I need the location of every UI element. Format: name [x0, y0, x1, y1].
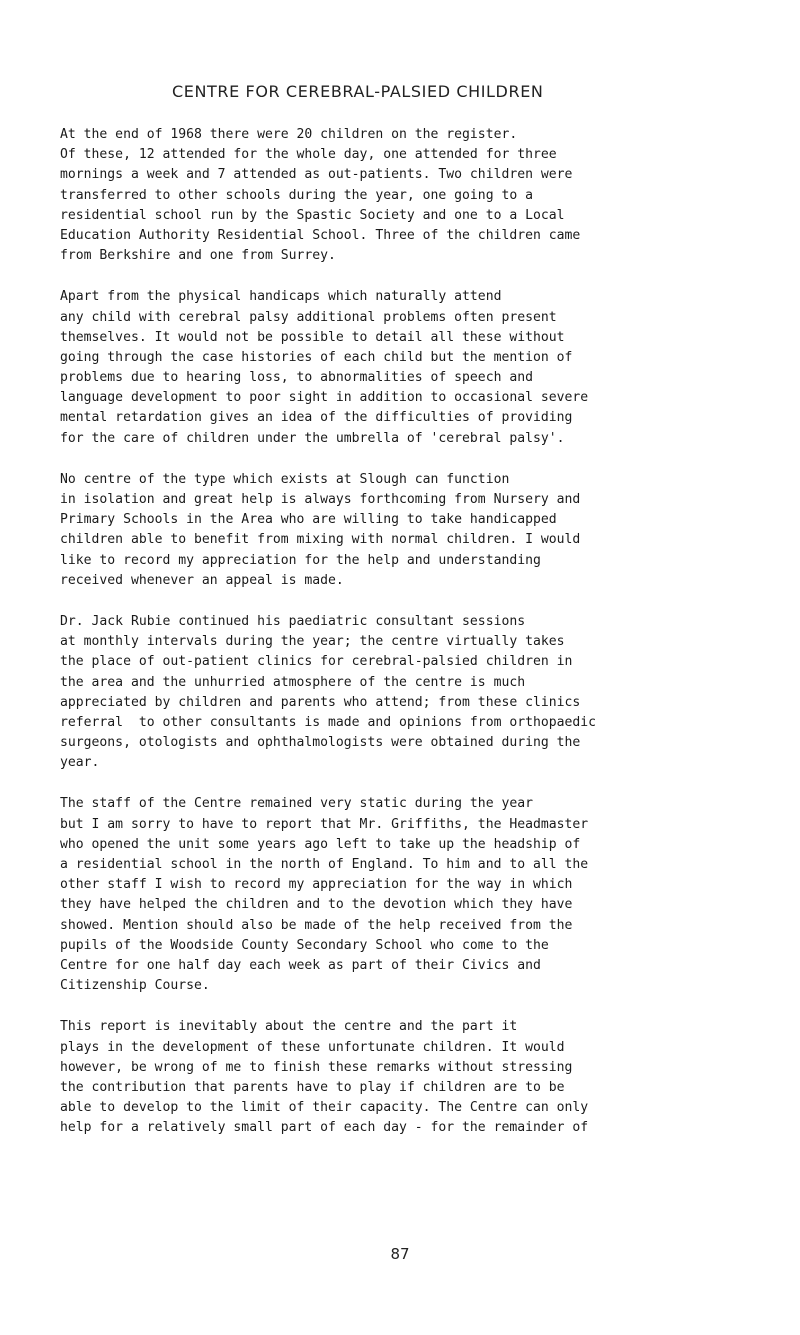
text-line: problems due to hearing loss, to abnormalities of speech and [60, 370, 533, 386]
text-line: Of these, 12 attended for the whole day, one attended for three [60, 147, 557, 163]
text-line: Citizenship Course. [60, 978, 210, 994]
paragraph [60, 470, 780, 591]
body-text [60, 125, 780, 1159]
text-line: themselves. It would not be possible to detail all these without [60, 329, 565, 345]
paragraph [60, 125, 780, 266]
text-line: language development to poor sight in addition to occasional severe [60, 390, 589, 406]
text-line: the contribution that parents have to play if children are to be [60, 1079, 565, 1095]
text-line: mental retardation gives an idea of the difficulties of providing [60, 410, 573, 426]
text-line: they have helped the children and to the devotion which they have [60, 897, 573, 913]
text-line: for the care of children under the umbrella of 'cerebral palsy'. [60, 430, 565, 446]
text-line: This report is inevitably about the centre and the part it [60, 1019, 518, 1035]
text-line: At the end of 1968 there were 20 children on the register. [60, 127, 518, 142]
text-line: help for a relatively small part of each day - for the remainder of [60, 1120, 589, 1136]
page-heading: CENTRE FOR CEREBRAL-PALSIED CHILDREN [172, 82, 544, 101]
text-line: mornings a week and 7 attended as out-patients. Two children were [60, 167, 573, 183]
text-line: able to develop to the limit of their capacity. The Centre can only [60, 1100, 589, 1116]
text-line: however, be wrong of me to finish these remarks without stressing [60, 1059, 573, 1075]
text-line: going through the case histories of each child but the mention of [60, 349, 573, 365]
text-line: children able to benefit from mixing with normal children. I would [60, 532, 581, 548]
page-number: 87 [390, 1245, 410, 1263]
text-line: referral to other consultants is made and opinions from orthopaedic [60, 714, 597, 730]
text-line: residential school run by the Spastic Society and one to a Local [60, 207, 565, 223]
text-line: other staff I wish to record my appreciation for the way in which [60, 877, 573, 893]
text-line: Education Authority Residential School. Three of the children came [60, 227, 581, 243]
text-line: No centre of the type which exists at Slough can function [60, 471, 510, 487]
text-line: Dr. Jack Rubie continued his paediatric consultant sessions [60, 613, 526, 629]
text-line: from Berkshire and one from Surrey. [60, 248, 336, 264]
text-line: transferred to other schools during the year, one going to a [60, 187, 533, 203]
text-line: but I am sorry to have to report that Mr. Griffiths, the Headmaster [60, 816, 589, 832]
text-line: who opened the unit some years ago left to take up the headship of [60, 836, 581, 852]
paragraph [60, 612, 780, 774]
text-line: surgeons, otologists and ophthalmologists were obtained during the [60, 735, 581, 751]
text-line: received whenever an appeal is made. [60, 572, 344, 588]
text-line: in isolation and great help is always forthcoming from Nursery and [60, 492, 581, 507]
text-line: Centre for one half day each week as part of their Civics and [60, 957, 541, 973]
text-line: pupils of the Woodside County Secondary School who come to the [60, 937, 549, 953]
text-line: showed. Mention should also be made of the help received from the [60, 917, 573, 933]
text-line: like to record my appreciation for the help and understanding [60, 552, 541, 568]
text-line: The staff of the Centre remained very static during the year [60, 796, 533, 812]
text-line: a residential school in the north of England. To him and to all the [60, 857, 589, 872]
text-line: at monthly intervals during the year; the centre virtually takes [60, 634, 565, 650]
text-line: the area and the unhurried atmosphere of the centre is much [60, 674, 526, 690]
paragraph [60, 1017, 780, 1138]
paragraph [60, 287, 780, 449]
paragraph [60, 794, 780, 996]
text-line: any child with cerebral palsy additional problems often present [60, 309, 557, 325]
text-line: Apart from the physical handicaps which naturally attend [60, 289, 502, 305]
text-line: plays in the development of these unfortunate children. It would [60, 1039, 565, 1055]
text-line: appreciated by children and parents who attend; from these clinics [60, 694, 581, 710]
text-line: the place of out-patient clinics for cerebral-palsied children in [60, 654, 573, 670]
text-line: year. [60, 755, 100, 771]
text-line: Primary Schools in the Area who are willing to take handicapped [60, 512, 557, 528]
